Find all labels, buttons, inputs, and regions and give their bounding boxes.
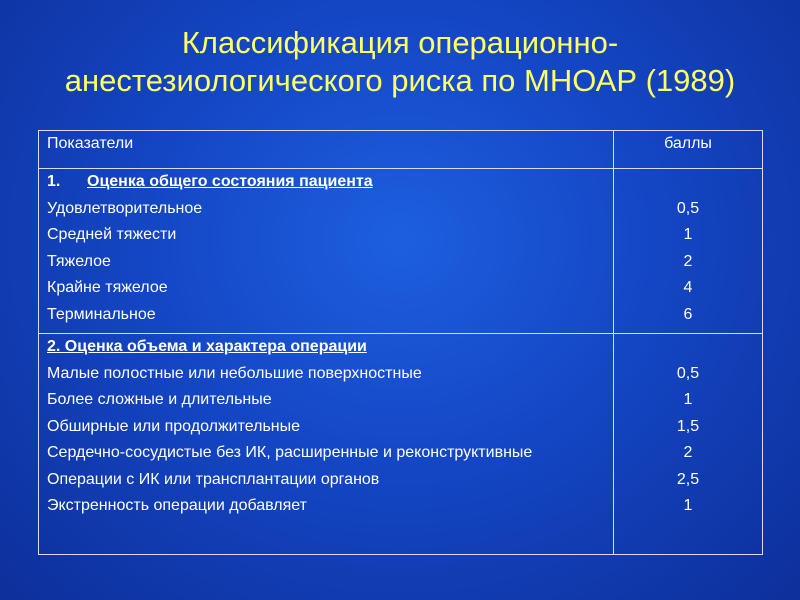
- section-row-2: [39, 334, 763, 555]
- section-1-item-score: 1: [683, 226, 693, 243]
- section-2-item-score: 0,5: [676, 364, 700, 382]
- section-2-item-score: 1: [683, 497, 693, 514]
- section-2-item-label: Операции с ИК или трансплантации органов: [47, 470, 380, 488]
- section-1-item-score: 2: [683, 252, 693, 270]
- header-score: баллы: [614, 131, 763, 169]
- section-1-item-label: Крайне тяжелое: [47, 279, 168, 296]
- section-1-title-line: [47, 169, 605, 196]
- section-2-params: [39, 334, 614, 555]
- section-1-item-label: Тяжелое: [47, 252, 111, 270]
- section-2-item-label: Малые полостные или небольшие поверхностные: [47, 364, 422, 382]
- section-1-item-label: Удовлетворительное: [47, 199, 203, 217]
- section-2-item-label: Обширные или продолжительные: [47, 417, 301, 435]
- section-2-item-label: Сердечно-сосудистые без ИК, расширенные и реконструктивные: [47, 444, 533, 461]
- section-2-item-score: 2: [683, 444, 693, 461]
- section-2-item-score: 1,5: [676, 417, 700, 435]
- section-row-1: [39, 169, 763, 334]
- section-1-item-score: 6: [683, 305, 693, 323]
- risk-table: [38, 130, 763, 555]
- section-1-number: 1.: [47, 173, 61, 190]
- section-2-title: 2. Оценка объема и характера операции: [47, 338, 367, 355]
- table-header-row: [39, 131, 763, 169]
- section-1-item-score: 4: [683, 279, 693, 296]
- page-title: [0, 24, 800, 100]
- section-1-item-label: Средней тяжести: [47, 226, 177, 243]
- section-1-params: [39, 169, 614, 334]
- section-1-title: Оценка общего состояния пациента: [87, 173, 373, 190]
- section-2-item-label: Экстренность операции добавляет: [47, 497, 307, 514]
- section-1-item-label: Терминальное: [47, 305, 156, 323]
- section-2-item-score: 1: [683, 391, 693, 408]
- header-param: Показатели: [39, 131, 614, 169]
- section-2-item-label: Более сложные и длительные: [47, 391, 272, 408]
- section-2-item-score: 2,5: [676, 470, 700, 488]
- section-1-scores: [614, 169, 763, 334]
- section-2-scores: [614, 334, 763, 555]
- section-1-item-score: 0,5: [676, 199, 700, 217]
- title-line-1: Классификация операционно-: [181, 25, 619, 60]
- title-line-2: анестезиологического риска по МНОАР (1989): [64, 63, 736, 98]
